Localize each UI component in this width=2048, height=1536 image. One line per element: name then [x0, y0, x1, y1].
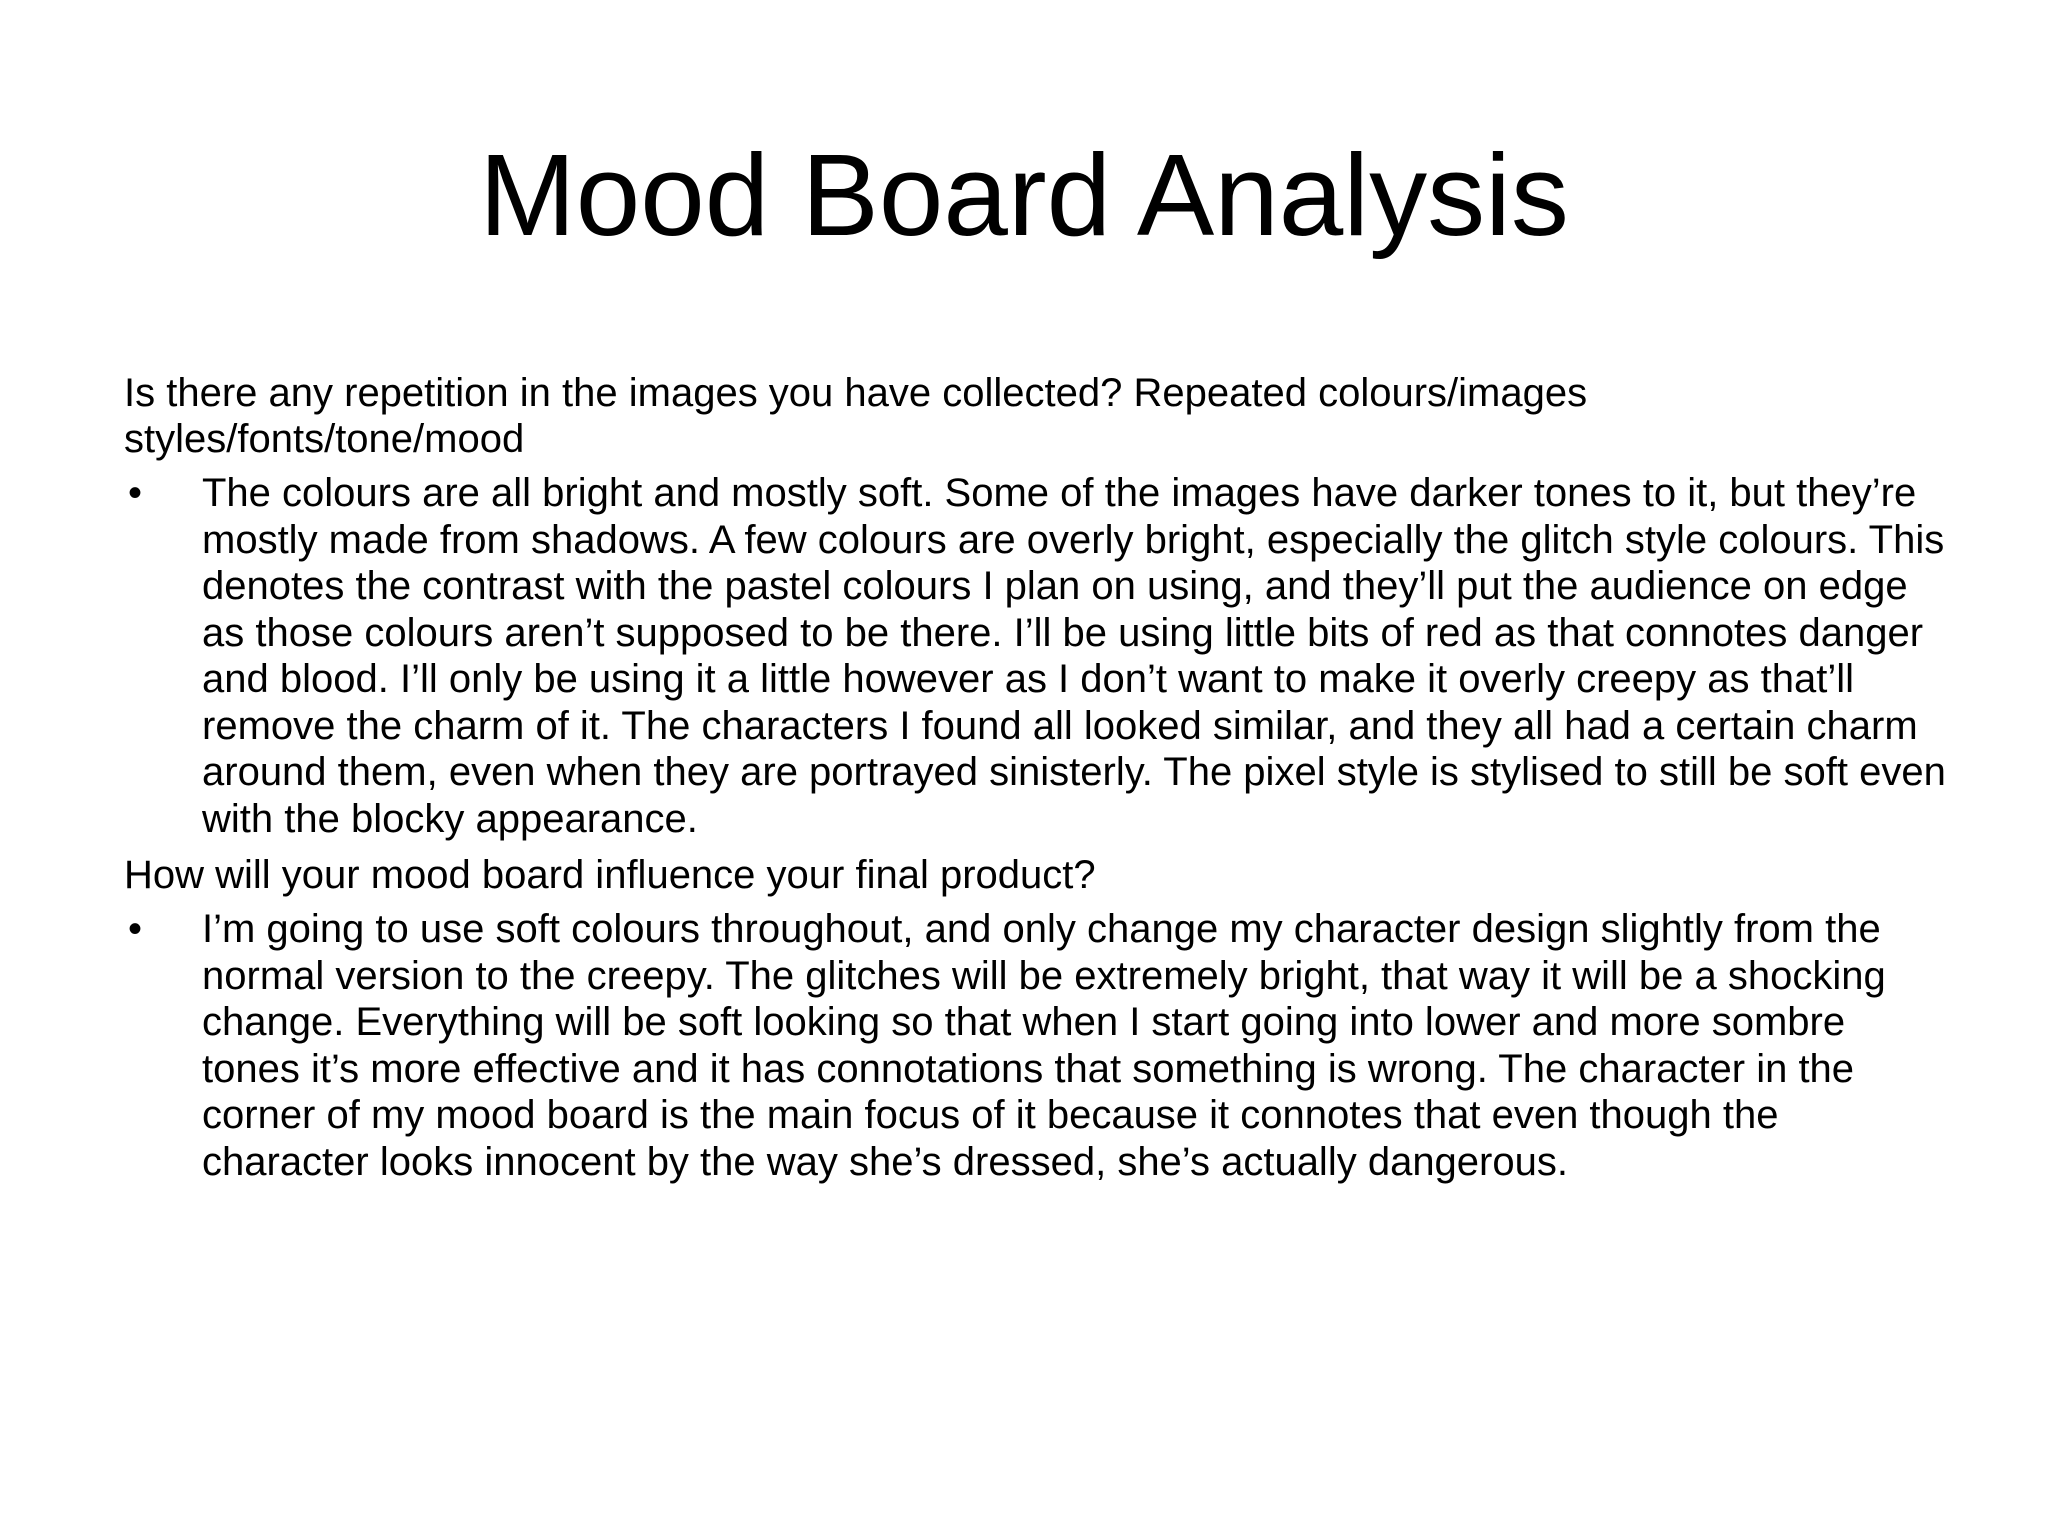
slide-body [124, 370, 1954, 1195]
question-influence: How will your mood board influence your final product? [124, 853, 1096, 897]
answer-repetition-text: The colours are all bright and mostly soft. Some of the images have darker tones to it, but they’re mostly made from shadows. A few colours are overly bright, especially the glitch style colours. This denotes the contrast with the pastel colours I plan on using, and they’ll put the audience on edge as those colours aren’t supposed to be there. I’ll be using little bits of red as that connotes danger and blood. I’ll only be using it a little however as I don’t want to make it overly creepy as that’ll remove the charm of it. The characters I found all looked similar, and they all had a certain charm around them, even when they are portrayed sinisterly. The pixel style is stylised to still be soft even with the blocky appearance. [202, 471, 1946, 841]
question-repetition: Is there any repetition in the images you have collected? Repeated colours/images styles/fonts/tone/mood [124, 371, 1588, 461]
bullet-icon: • [128, 907, 143, 951]
answer-influence [124, 906, 1954, 1185]
answer-repetition [124, 470, 1954, 842]
answer-influence-text: I’m going to use soft colours throughout, and only change my character design slightly from the normal version to the creepy. The glitches will be extremely bright, that way it will be a shocking change. Everything will be soft looking so that when I start going into lower and more sombre tones it’s more effective and it has connotations that something is wrong. The character in the corner of my mood board is the main focus of it because it connotes that even though the character looks innocent by the way she’s dressed, she’s actually dangerous. [202, 907, 1886, 1184]
slide-title: Mood Board Analysis [479, 130, 1569, 260]
bullet-icon: • [128, 471, 143, 515]
